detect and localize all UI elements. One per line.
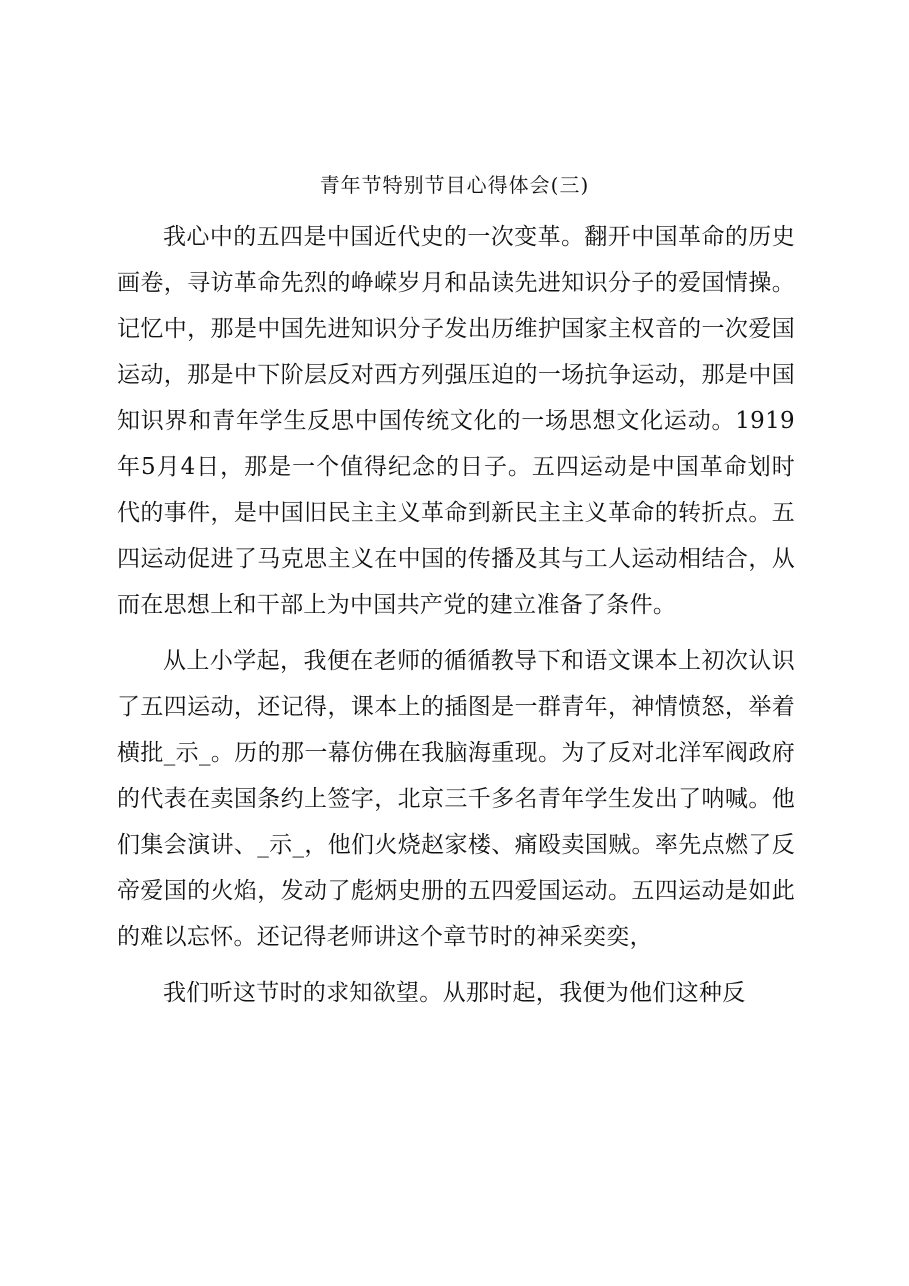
- paragraph-1: 我心中的五四是中国近代史的一次变革。翻开中国革命的历史画卷，寻访革命先烈的峥嵘岁月和品读先进知识分子的爱国情操。记忆中，那是中国先进知识分子发出历维护国家主权音的一次爱国运动，那是中下阶层反对西方列强压迫的一场抗争运动，那是中国知识界和青年学生反思中国传统文化的一场思想文化运动。1919年5月4日，那是一个值得纪念的日子。五四运动是中国革命划时代的事件，是中国旧民主主义革命到新民主主义革命的转折点。五四运动促进了马克思主义在中国的传播及其与工人运动相结合，从而在思想上和干部上为中国共产党的建立准备了条件。: [117, 224, 795, 618]
- paragraph-2: 从上小学起，我便在老师的循循教导下和语文课本上初次认识了五四运动，还记得，课本上的插图是一群青年，神情愤怒，举着横批_示_。历的那一幕仿佛在我脑海重现。为了反对北洋军阀政府的代表在卖国条约上签字，北京三千多名青年学生发出了呐喊。他们集会演讲、_示_，他们火烧赵家楼、痛殴卖国贼。率先点燃了反帝爱国的火焰，发动了彪炳史册的五四爱国运动。五四运动是如此的难以忘怀。还记得老师讲这个章节时的神采奕奕，: [117, 648, 795, 950]
- paragraph-3: 我们听这节时的求知欲望。从那时起，我便为他们这种反: [163, 980, 746, 1006]
- document-title: 青年节特别节目心得体会(三): [319, 173, 590, 197]
- document-body: [117, 214, 795, 1016]
